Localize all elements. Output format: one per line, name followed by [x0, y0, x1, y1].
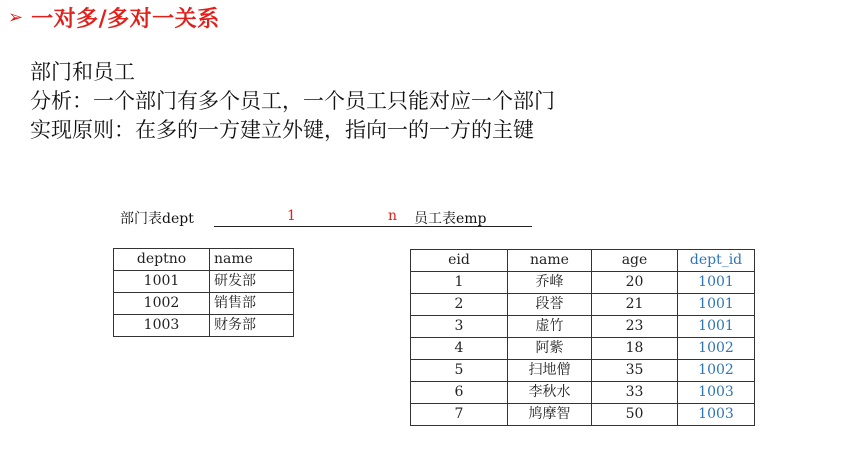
- column-header: dept_id: [678, 250, 755, 272]
- table-cell: 1001: [114, 271, 210, 293]
- table-cell: 4: [411, 338, 508, 360]
- body-text: [30, 58, 555, 145]
- emp-table-label: 员工表emp: [414, 211, 487, 227]
- table-cell: 研发部: [210, 271, 294, 293]
- dept-table: [113, 248, 294, 337]
- column-header: age: [592, 250, 678, 272]
- table-row: [411, 316, 755, 338]
- topic-line: 部门和员工: [30, 60, 135, 84]
- table-row: [114, 271, 294, 293]
- table-cell: 李秋水: [508, 382, 592, 404]
- table-cell: 2: [411, 294, 508, 316]
- table-row: [114, 315, 294, 337]
- table-cell: 1003: [678, 404, 755, 426]
- table-cell: 扫地僧: [508, 360, 592, 382]
- table-cell: 段誉: [508, 294, 592, 316]
- table-cell: 1003: [678, 382, 755, 404]
- table-cell: 21: [592, 294, 678, 316]
- table-cell: 财务部: [210, 315, 294, 337]
- table-cell: 50: [592, 404, 678, 426]
- table-header-row: [411, 250, 755, 272]
- dept-table-label: 部门表dept: [120, 211, 194, 227]
- table-cell: 23: [592, 316, 678, 338]
- table-cell: 20: [592, 272, 678, 294]
- arrow-bullet-icon: ➢: [8, 6, 24, 28]
- table-row: [411, 404, 755, 426]
- multiplicity-many: n: [388, 208, 398, 224]
- table-cell: 18: [592, 338, 678, 360]
- table-row: [411, 294, 755, 316]
- table-cell: 鸠摩智: [508, 404, 592, 426]
- principle-line: 实现原则：在多的一方建立外键，指向一的一方的主键: [30, 118, 534, 142]
- table-row: [411, 272, 755, 294]
- table-cell: 1001: [678, 294, 755, 316]
- table-cell: 1002: [678, 360, 755, 382]
- table-cell: 1001: [678, 272, 755, 294]
- table-cell: 乔峰: [508, 272, 592, 294]
- column-header: name: [210, 249, 294, 271]
- table-row: [411, 338, 755, 360]
- column-header: eid: [411, 250, 508, 272]
- table-cell: 35: [592, 360, 678, 382]
- emp-table: [410, 249, 755, 426]
- table-row: [114, 293, 294, 315]
- table-cell: 销售部: [210, 293, 294, 315]
- table-cell: 1003: [114, 315, 210, 337]
- column-header: deptno: [114, 249, 210, 271]
- table-cell: 5: [411, 360, 508, 382]
- multiplicity-one: 1: [287, 208, 296, 224]
- slide-title-row: [8, 3, 220, 31]
- table-header-row: [114, 249, 294, 271]
- table-cell: 7: [411, 404, 508, 426]
- table-row: [411, 360, 755, 382]
- relationship-line: [120, 206, 500, 228]
- table-cell: 虚竹: [508, 316, 592, 338]
- table-cell: 阿紫: [508, 338, 592, 360]
- table-cell: 3: [411, 316, 508, 338]
- slide-title: 一对多/多对一关系: [31, 6, 220, 32]
- table-cell: 33: [592, 382, 678, 404]
- table-cell: 1001: [678, 316, 755, 338]
- table-cell: 1002: [114, 293, 210, 315]
- table-cell: 1002: [678, 338, 755, 360]
- column-header: name: [508, 250, 592, 272]
- table-cell: 6: [411, 382, 508, 404]
- table-cell: 1: [411, 272, 508, 294]
- table-row: [411, 382, 755, 404]
- analysis-line: 分析：一个部门有多个员工，一个员工只能对应一个部门: [30, 89, 555, 113]
